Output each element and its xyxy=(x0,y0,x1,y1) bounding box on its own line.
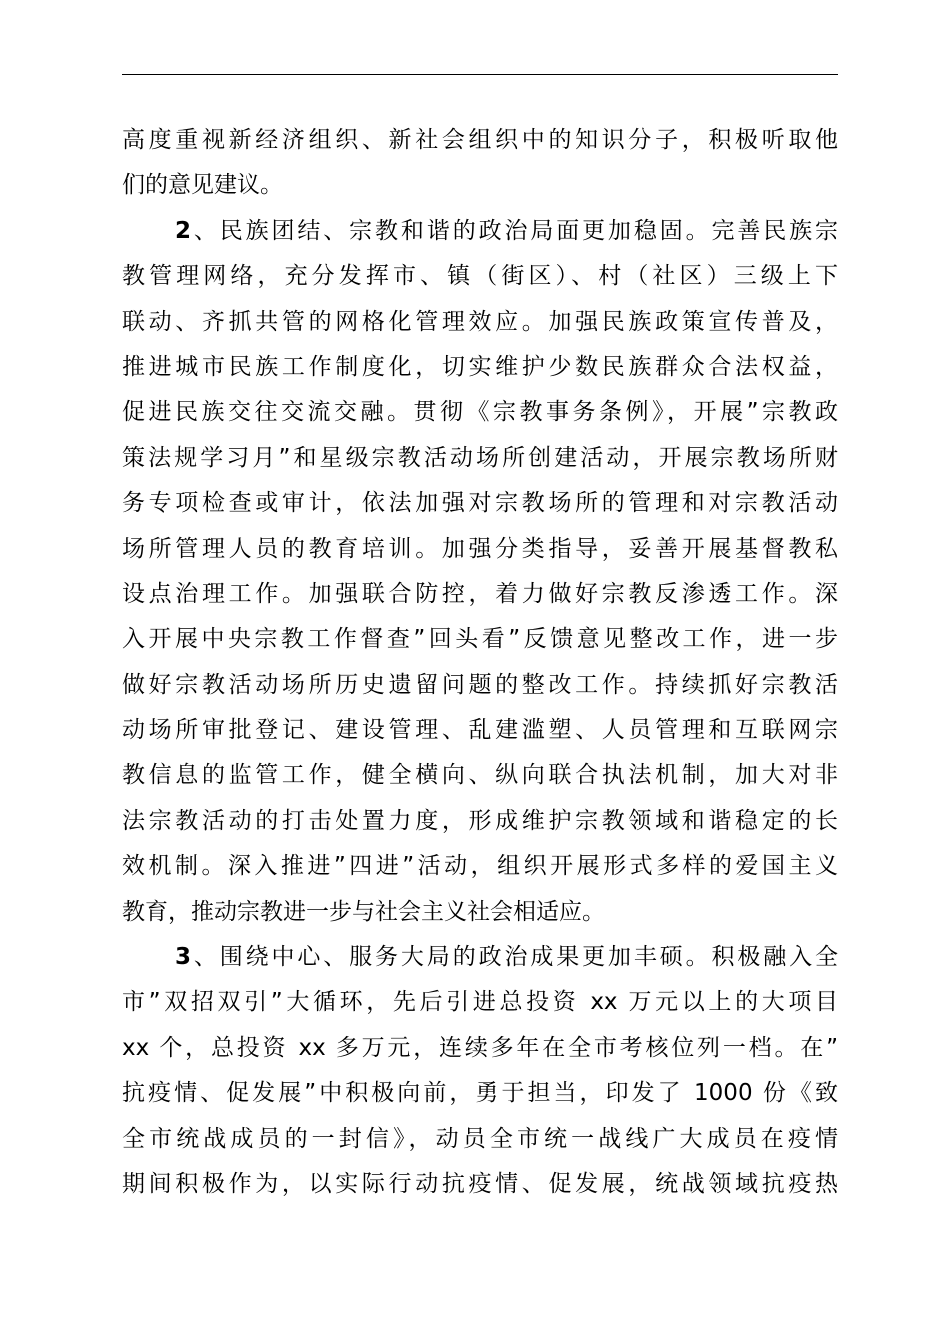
text-line: 高度重视新经济组织、新社会组织中的知识分子，积极听取他 xyxy=(122,127,838,153)
document-body xyxy=(122,118,838,1207)
text-line: 场所管理人员的教育培训。加强分类指导，妥善开展基督教私 xyxy=(122,535,838,562)
text-line: xx 个，总投资 xx 多万元，连续多年在全市考核位列一档。在” xyxy=(122,1034,838,1061)
section-heading-line xyxy=(122,209,838,254)
text-line: 做好宗教活动场所历史遗留问题的整改工作。持续抓好宗教活 xyxy=(122,671,838,698)
text-line: 教育，推动宗教进一步与社会主义社会相适应。 xyxy=(122,898,605,925)
section-heading-text: 、围绕中心、服务大局的政治成果更加丰硕。积极融入全 xyxy=(191,944,838,971)
text-line: 全市统战成员的一封信》，动员全市统一战线广大成员在疫情 xyxy=(122,1125,838,1152)
header-divider xyxy=(122,74,838,75)
section-number: 2 xyxy=(175,217,192,244)
text-line: 们的意见建议。 xyxy=(122,172,283,199)
section-heading-text: 、民族团结、宗教和谐的政治局面更加稳固。完善民族宗 xyxy=(191,217,838,244)
section-number: 3 xyxy=(175,944,192,971)
text-line: 教信息的监管工作，健全横向、纵向联合执法机制，加大对非 xyxy=(122,762,838,789)
text-line: 期间积极作为，以实际行动抗疫情、促发展，统战领域抗疫热 xyxy=(122,1170,838,1197)
text-line: 动场所审批登记、建设管理、乱建滥塑、人员管理和互联网宗 xyxy=(122,717,838,744)
text-line: 教管理网络，充分发挥市、镇（街区）、村（社区）三级上下 xyxy=(122,263,838,290)
text-line: 效机制。深入推进”四进”活动，组织开展形式多样的爱国主义 xyxy=(122,853,838,880)
text-line: 入开展中央宗教工作督查”回头看”反馈意见整改工作，进一步 xyxy=(122,626,838,653)
text-line: 联动、齐抓共管的网格化管理效应。加强民族政策宣传普及， xyxy=(122,308,838,335)
text-line: 策法规学习月”和星级宗教活动场所创建活动，开展宗教场所财 xyxy=(122,444,838,471)
text-line: 市”双招双引”大循环，先后引进总投资 xx 万元以上的大项目 xyxy=(122,989,838,1016)
section-heading-line xyxy=(122,935,838,980)
text-line: 抗疫情、促发展”中积极向前，勇于担当，印发了 1000 份《致 xyxy=(122,1080,838,1107)
text-line: 设点治理工作。加强联合防控，着力做好宗教反渗透工作。深 xyxy=(122,580,838,607)
text-line: 务专项检查或审计，依法加强对宗教场所的管理和对宗教活动 xyxy=(122,490,838,517)
text-line: 促进民族交往交流交融。贯彻《宗教事务条例》，开展”宗教政 xyxy=(122,399,838,426)
text-line: 推进城市民族工作制度化，切实维护少数民族群众合法权益， xyxy=(122,353,838,380)
text-line: 法宗教活动的打击处置力度，形成维护宗教领域和谐稳定的长 xyxy=(122,807,838,834)
